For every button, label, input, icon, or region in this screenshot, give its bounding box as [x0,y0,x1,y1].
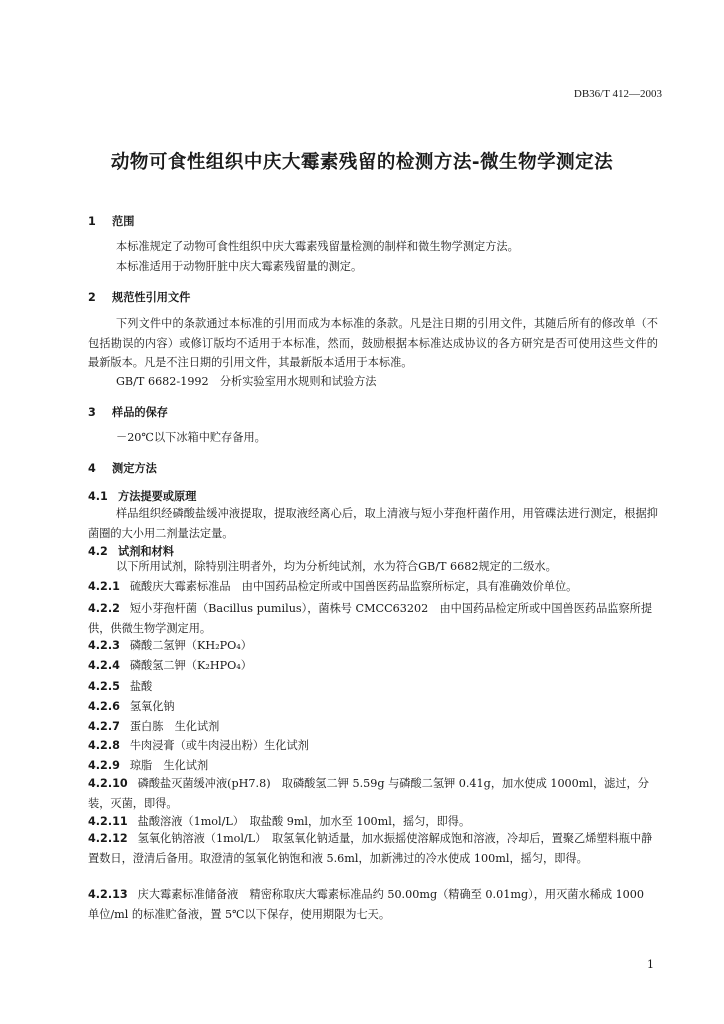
item-number: 4.2.4 [88,659,120,672]
item-text: 氢氧化钠 [129,700,175,713]
list-item [88,829,658,868]
item-text: 庆大霉素标准储备液 精密称取庆大霉素标准品约 50.00mg（精确至 0.01mg），用灭菌水稀成 1000 单位/ml 的标准贮备液，置 5℃以下保存，使用期限为七天。 [88,888,645,921]
item-text: 琼脂 生化试剂 [129,759,209,772]
section-number: 1 [88,215,96,228]
section-number: 4 [88,462,96,475]
section-title: 测定方法 [112,462,157,475]
item-number: 4.2.8 [88,739,120,752]
section-4-1-heading [88,488,196,504]
item-text: 磷酸盐灭菌缓冲液(pH7.8) 取磷酸氢二钾 5.59g 与磷酸二氢钾 0.41g，加水使成 1000ml，滤过，分装，灭菌，即得。 [88,777,649,810]
item-text: 短小芽孢杆菌（Bacillus pumilus），菌株号 CMCC63202 由中国药品检定所或中国兽医药品监察所提供，供微生物学测定用。 [88,602,653,635]
document-title: 动物可食性组织中庆大霉素残留的检测方法-微生物学测定法 [110,152,614,173]
item-number: 4.2.2 [88,602,120,615]
section-title: 样品的保存 [112,406,168,419]
item-text: 蛋白胨 生化试剂 [129,720,220,733]
list-item [88,636,658,656]
item-text: 盐酸 [129,680,153,693]
section-3-paragraph-1: －20℃以下冰箱中贮存备用。 [116,431,266,444]
section-2-heading [88,289,190,305]
list-item [88,717,658,737]
section-number: 4.2 [88,545,108,558]
item-text: 牛肉浸膏（或牛肉浸出粉）生化试剂 [129,739,309,752]
item-number: 4.2.5 [88,680,120,693]
section-title: 范围 [112,215,135,228]
item-text: 磷酸氢二钾（K₂HPO₄） [129,659,252,672]
section-1-heading [88,213,134,229]
list-item [88,599,658,638]
section-title: 规范性引用文件 [112,291,191,304]
section-1-paragraph-1: 本标准规定了动物可食性组织中庆大霉素残留量检测的制样和微生物学测定方法。 [116,240,519,253]
section-4-1-paragraph: 样品组织经磷酸盐缓冲液提取，提取液经离心后，取上清液与短小芽孢杆菌作用，用管碟法进行测定，根据抑菌圈的大小用二剂量法定量。 [88,507,658,540]
section-2-reference: GB/T 6682-1992 分析实验室用水规则和试验方法 [116,375,377,388]
item-text: 盐酸溶液（1mol/L） 取盐酸 9ml，加水至 100ml，摇匀，即得。 [137,815,471,828]
list-item [88,577,658,597]
page-number: 1 [647,958,654,971]
section-number: 2 [88,291,96,304]
section-2-paragraph-1: 下列文件中的条款通过本标准的引用而成为本标准的条款。凡是注日期的引用文件，其随后所有的修改单（不包括勘误的内容）或修订版均不适用于本标准，然而，鼓励根据本标准达成协议的各方研究是否可使用这些文件的最新版本。凡是不注日期的引用文件，其最新版本适用于本标准。 [88,317,658,369]
list-item [88,756,658,776]
section-3-heading [88,404,168,420]
item-number: 4.2.9 [88,759,120,772]
standard-number: DB36/T 412—2003 [573,88,662,100]
section-number: 4.1 [88,490,108,503]
list-item [88,677,658,697]
list-item [88,697,658,717]
item-text: 磷酸二氢钾（KH₂PO₄） [129,639,252,652]
list-item [88,774,658,813]
item-text: 氢氧化钠溶液（1mol/L） 取氢氧化钠适量，加水振摇使溶解成饱和溶液，冷却后，置聚乙烯塑料瓶中静置数日，澄清后备用。取澄清的氢氧化钠饱和液 5.6ml，加新沸过的冷水使成 100ml，摇匀，即得。 [88,832,653,865]
item-number: 4.2.7 [88,720,120,733]
section-4-heading [88,460,157,476]
item-number: 4.2.10 [88,777,128,790]
item-number: 4.2.6 [88,700,120,713]
section-title: 试剂和材料 [118,545,174,558]
item-number: 4.2.11 [88,815,128,828]
section-4-2-paragraph: 以下所用试剂，除特别注明者外，均为分析纯试剂，水为符合GB/T 6682规定的二级水。 [116,560,557,573]
section-title: 方法提要或原理 [118,490,197,503]
item-number: 4.2.3 [88,639,120,652]
item-text: 硫酸庆大霉素标准品 由中国药品检定所或中国兽医药品监察所标定，具有准确效价单位。 [129,580,578,593]
list-item [88,885,658,924]
item-number: 4.2.13 [88,888,128,901]
section-1-paragraph-2: 本标准适用于动物肝脏中庆大霉素残留量的测定。 [116,260,363,273]
list-item [88,656,658,676]
section-number: 3 [88,406,96,419]
list-item [88,736,658,756]
item-number: 4.2.12 [88,832,128,845]
item-number: 4.2.1 [88,580,120,593]
